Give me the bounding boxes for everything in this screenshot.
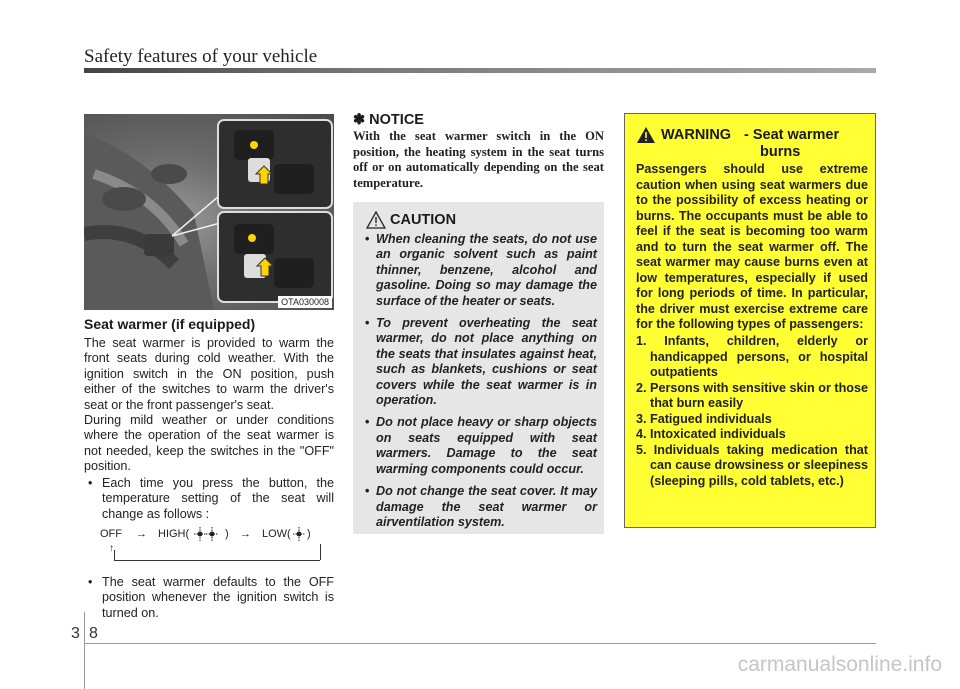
list-item: • When cleaning the seats, do not use an organic solvent such as paint thinner, benzene, alcohol and gasoline. Doing so may damage the surface of the heater or seats. bbox=[365, 232, 597, 308]
heat-indicator-icon bbox=[193, 526, 221, 545]
chapter-number: 3 bbox=[71, 625, 80, 642]
caution-item-text: When cleaning the seats, do not use an organic solvent such as paint thinner, benzene, alcohol and gasoline. Doing so may damage the surface of the heater or seats. bbox=[376, 232, 597, 308]
seq-high: HIGH( bbox=[158, 528, 190, 540]
footer-divider bbox=[84, 612, 85, 689]
list-item: 5. Individuals taking medication that can cause drowsiness or sleepiness (sleeping pills, cold tablets, etc.) bbox=[636, 442, 868, 488]
seq-high-close: ) bbox=[225, 528, 229, 540]
bullet-2 bbox=[84, 575, 334, 621]
paragraph-1: The seat warmer is provided to warm the front seats during cold weather. With the ignition switch in the ON position, push either of the switches to warm the driver's seat or the front passenger's seat. bbox=[84, 336, 334, 412]
caution-list bbox=[362, 232, 597, 537]
bullet-dot: • bbox=[88, 476, 93, 490]
list-item: • Do not place heavy or sharp objects on seats equipped with seat warmers. Damage to the seat warming components could occur. bbox=[365, 415, 597, 476]
notice-text: With the seat warmer switch in the ON position, the heating system in the seat turns off or on automatically depending on the seat temperature. bbox=[353, 129, 604, 190]
paragraph-2: During mild weather or under conditions where the operation of the seat warmer is not needed, keep the switches in the "OFF" position. bbox=[84, 413, 334, 474]
notice-title: ✽ NOTICE bbox=[353, 112, 424, 128]
warning-word: WARNING bbox=[661, 127, 732, 143]
list-item: • To prevent overheating the seat warmer, do not place anything on the seats that insulates against heat, such as blankets, cushions or seat covers while the seat warmer is in operation. bbox=[365, 316, 597, 408]
page-header-title: Safety features of your vehicle bbox=[84, 46, 318, 67]
bullet-1-text: Each time you press the button, the temperature setting of the seat will change as follows : bbox=[102, 476, 334, 521]
list-item: 4. Intoxicated individuals bbox=[636, 427, 786, 441]
warning-triangle-icon bbox=[636, 126, 656, 144]
warning-text: Passengers should use extreme caution when using seat warmers due to the possibility of excess heating or burns. The occupants must be able to feel if the seat is becoming too warm and to turn the seat warmer off. The seat warmer may cause burns even at low temperatures, especially if used for long periods of time. In particular, the driver must exercise extreme care for the following types of passengers: bbox=[636, 162, 868, 331]
section-title: Seat warmer (if equipped) bbox=[84, 316, 256, 332]
list-item: 2. Persons with sensitive skin or those that burn easily bbox=[636, 380, 868, 410]
caution-item-text: Do not change the seat cover. It may damage the seat warmer or airventilation system. bbox=[376, 484, 597, 529]
caution-item-text: To prevent overheating the seat warmer, do not place anything on the seats that insulates against heat, such as blankets, cushions or seat covers while the seat warmer is in operation. bbox=[376, 316, 597, 408]
temperature-sequence bbox=[100, 528, 330, 568]
heat-indicator-icon bbox=[292, 526, 306, 545]
warning-subject: - Seat warmer bbox=[744, 127, 840, 143]
seq-off: OFF bbox=[100, 528, 122, 540]
caution-triangle-icon bbox=[366, 211, 386, 229]
seq-arrow-1: → bbox=[136, 528, 147, 540]
header-rule bbox=[84, 68, 876, 73]
seq-low: LOW( bbox=[262, 528, 291, 540]
loop-line bbox=[114, 550, 115, 560]
seq-arrow-2: → bbox=[240, 528, 251, 540]
seat-warmer-photo bbox=[84, 114, 334, 310]
caution-item-text: Do not place heavy or sharp objects on seats equipped with seat warmers. Damage to the seat warming components could occur. bbox=[376, 415, 597, 476]
caution-heading bbox=[366, 211, 456, 229]
list-item: 1. Infants, children, elderly or handicapped persons, or hospital outpatients bbox=[636, 334, 868, 379]
bullet-2-text: The seat warmer defaults to the OFF position whenever the ignition switch is turned on. bbox=[102, 575, 334, 620]
list-item: 3. Fatigued individuals bbox=[636, 411, 772, 426]
seq-low-close: ) bbox=[307, 528, 311, 540]
bullet-1 bbox=[84, 476, 334, 522]
caution-title: CAUTION bbox=[390, 211, 457, 228]
list-item: • Do not change the seat cover. It may damage the seat warmer or airventilation system. bbox=[365, 484, 597, 529]
figure-code: OTA030008 bbox=[278, 296, 332, 308]
console-illustration bbox=[84, 114, 334, 310]
watermark-link[interactable]: carmanualsonline.info bbox=[737, 653, 942, 676]
loop-line bbox=[114, 560, 320, 561]
footer-rule bbox=[84, 643, 876, 644]
loop-line bbox=[320, 544, 321, 560]
bullet-dot: • bbox=[88, 575, 93, 589]
warning-subject-cont: burns bbox=[760, 144, 801, 160]
page-number: 8 bbox=[89, 625, 98, 642]
warning-list bbox=[636, 334, 868, 489]
return-arrow-icon: ↑ bbox=[109, 543, 114, 554]
